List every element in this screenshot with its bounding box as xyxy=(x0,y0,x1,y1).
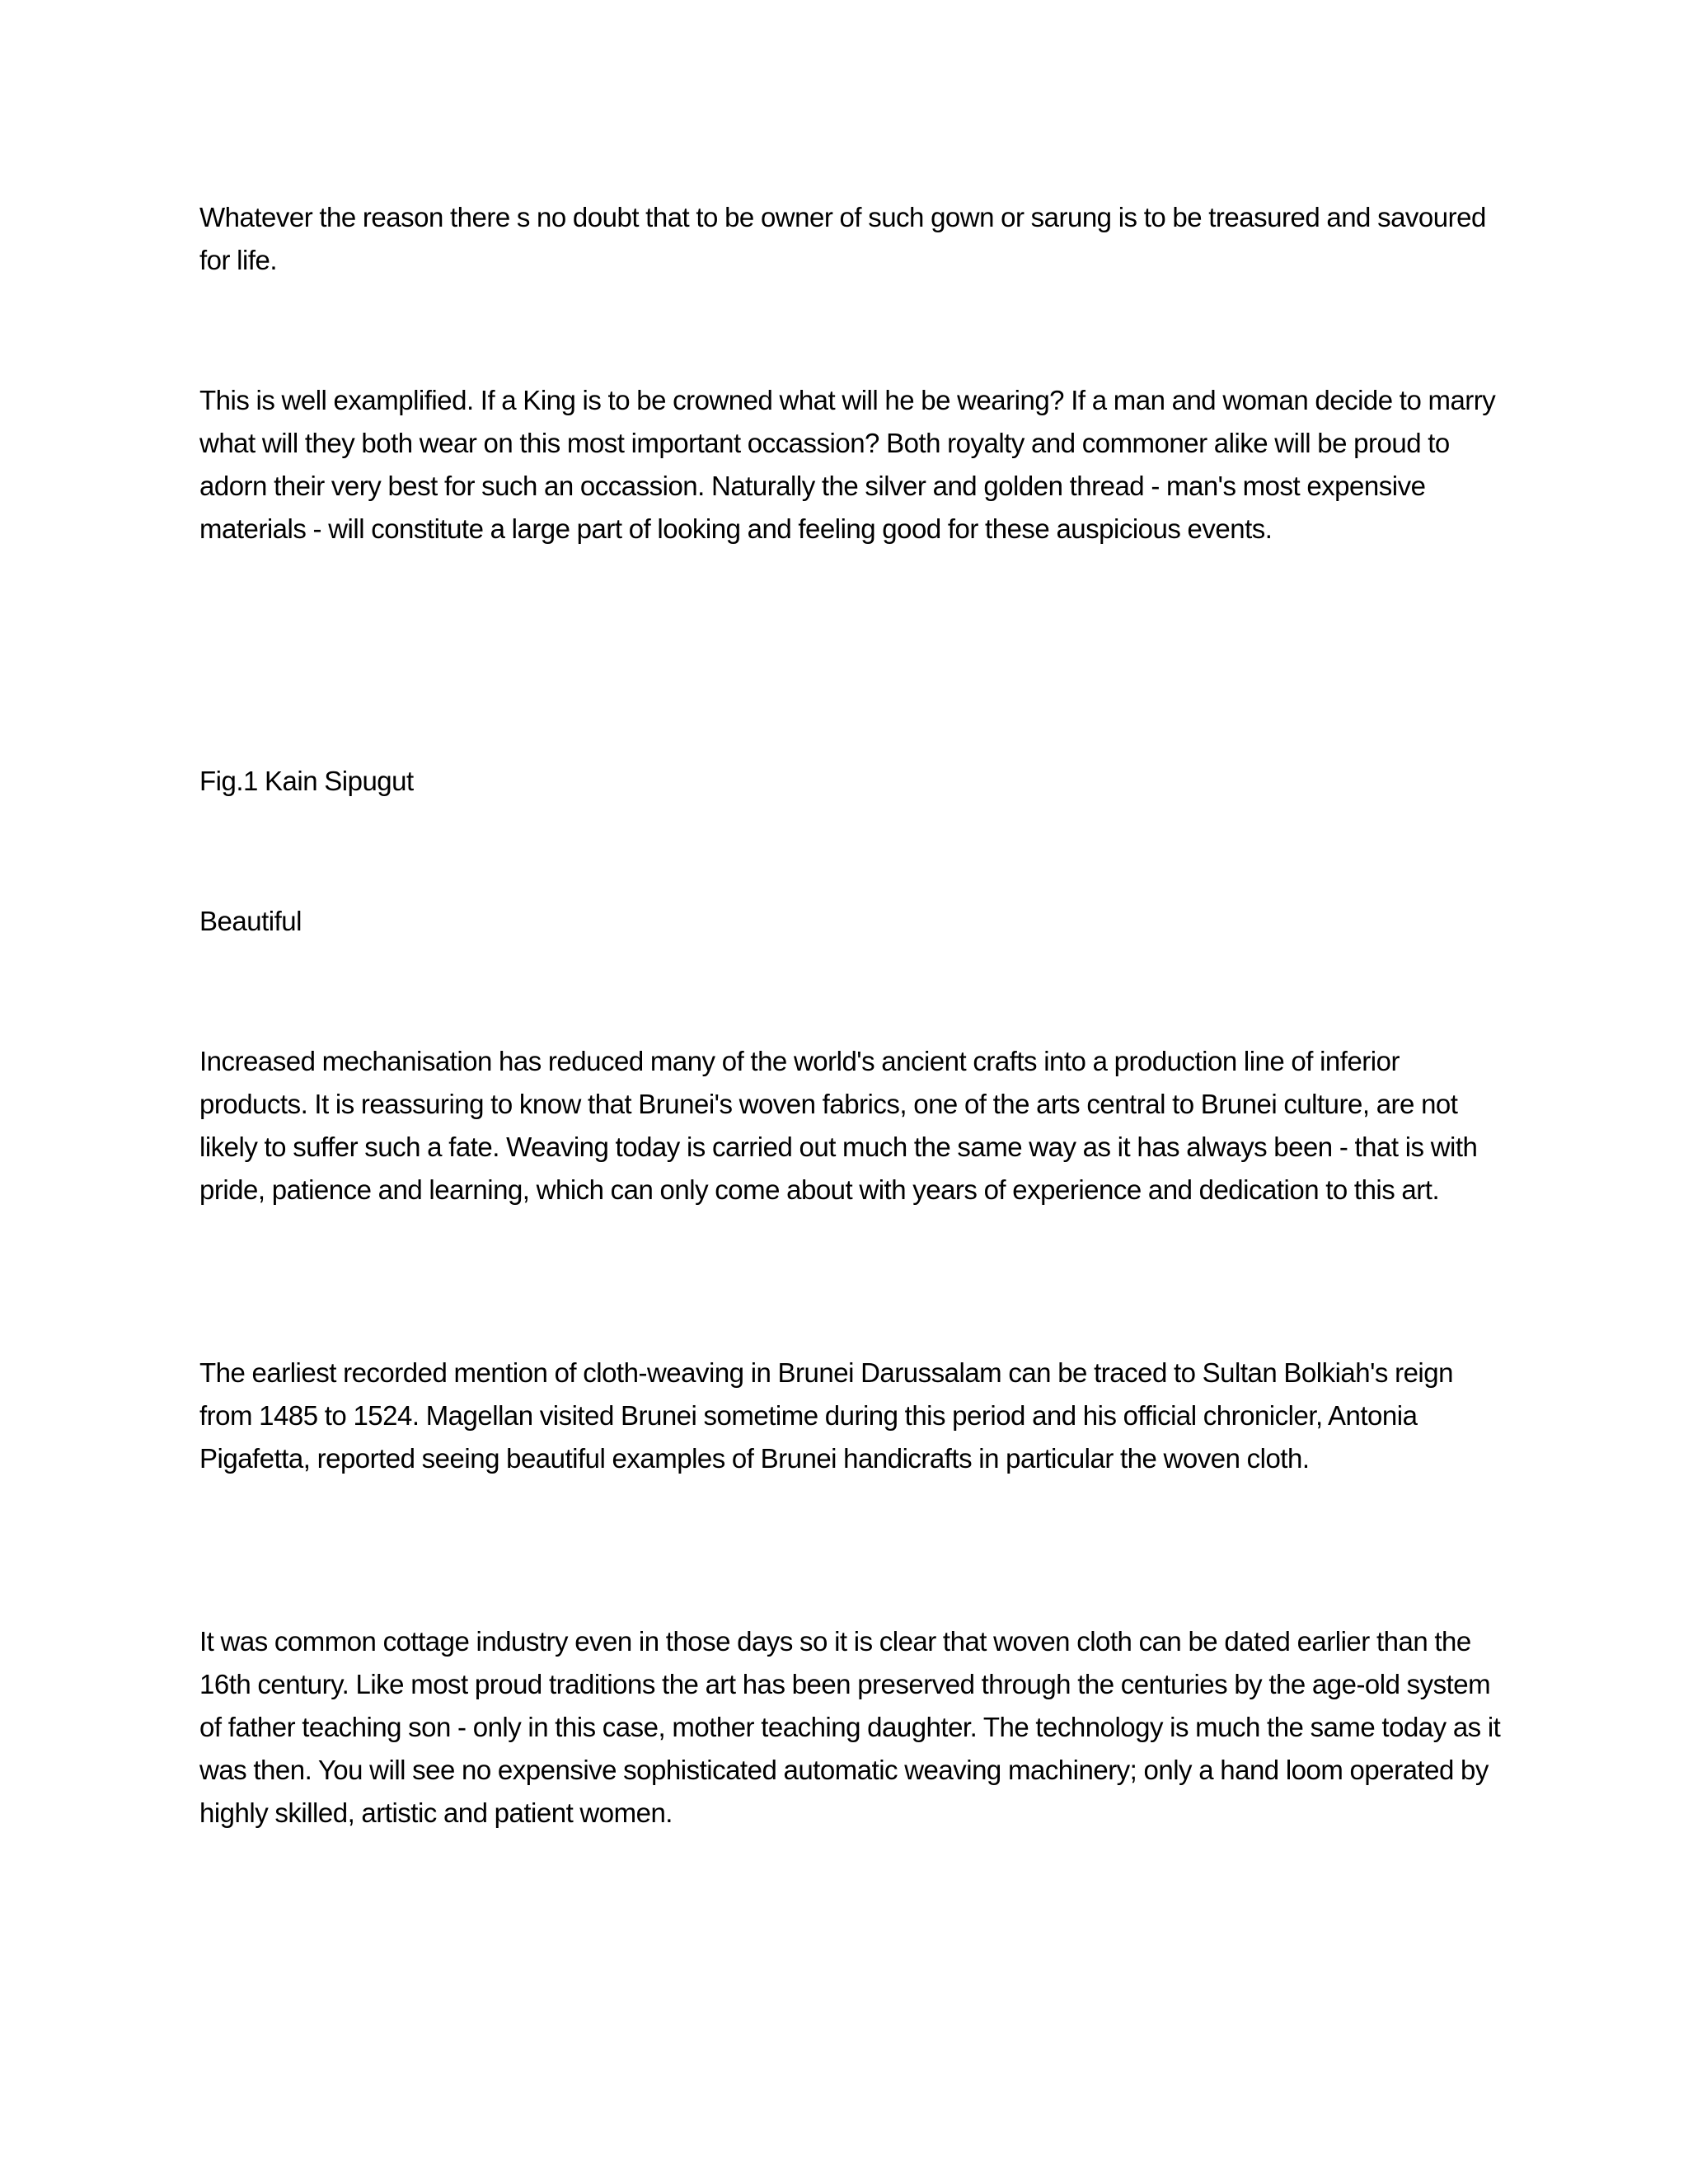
paragraph-cottage-industry: It was common cottage industry even in those days so it is clear that woven cloth can be dated earlier than the 16th century. Like most proud traditions the art has been preserved through the centuries by the age-old system of father teaching son - only in this case, mother teaching daughter. The technology is much the same today as it was then. You will see no expensive sophisticated automatic weaving machinery; only a hand loom operated by highly skilled, artistic and patient women. xyxy=(199,1626,1501,1828)
paragraph-mechanisation: Increased mechanisation has reduced many of the world's ancient crafts into a production line of inferior products. It is reassuring to know that Brunei's woven fabrics, one of the arts central to Brunei culture, are not likely to suffer such a fate. Weaving today is carried out much the same way as it has always been - that is with pride, patience and learning, which can only come about with years of experience and dedication to this art. xyxy=(199,1046,1478,1205)
paragraph-gown-treasured: Whatever the reason there s no doubt that to be owner of such gown or sarung is to be treasured and savoured for life. xyxy=(199,202,1486,275)
paragraph-earliest-record: The earliest recorded mention of cloth-weaving in Brunei Darussalam can be traced to Sultan Bolkiah's reign from 1485 to 1524. Magellan visited Brunei sometime during this period and his official chronicler, Antonia Pigafetta, reported seeing beautiful examples of Brunei handicrafts in particular the woven cloth. xyxy=(199,1357,1453,1474)
section-heading: Beautiful xyxy=(199,906,302,936)
figure-caption: Fig.1 Kain Sipugut xyxy=(199,766,414,796)
paragraph-royalty-occasion: This is well examplified. If a King is to be crowned what will he be wearing? If a man and woman decide to marry what will they both wear on this most important occassion? Both royalty and commoner alike will be proud to adorn their very best for such an occassion. Naturally the silver and golden thread - man's most expensive materials - will constitute a large part of looking and feeling good for these auspicious events. xyxy=(199,385,1496,544)
